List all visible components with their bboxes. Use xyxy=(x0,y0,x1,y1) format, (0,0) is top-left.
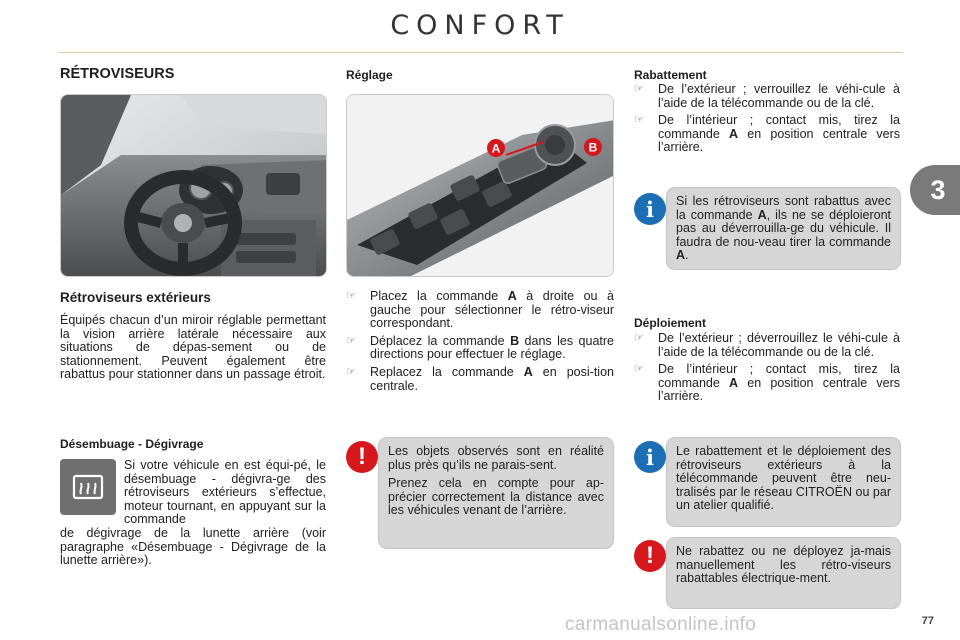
folding-info-note: Si les rétroviseurs sont rabattus avec la commande A, ils ne se déploieront pas au déverrouilla-ge du véhicule. Il faudra de nou-veau tirer la commande A. xyxy=(666,187,901,270)
section-title: RÉTROVISEURS xyxy=(60,66,175,82)
watermark: carmanualsonline.info xyxy=(565,614,757,635)
manual-fold-warning-note: Ne rabattez ou ne déployez ja-mais manuellement les rétro-viseurs rabattables électrique-ment. xyxy=(666,537,901,609)
warning-icon: ! xyxy=(346,441,378,473)
adjust-heading: Réglage xyxy=(346,68,393,82)
list-item: ☞ De l’extérieur ; verrouillez le véhi-cule à l’aide de la télécommande ou de la clé. xyxy=(634,82,900,110)
demist-text-wrap: Si votre véhicule en est équi-pé, le désembuage - dégivra-ge des rétroviseurs extérieurs s’effectue, moteur tournant, en appuyant sur la commande xyxy=(124,458,326,527)
deploy-steps xyxy=(634,332,900,408)
bullet-icon: ☞ xyxy=(346,290,356,302)
warning-icon: ! xyxy=(634,540,666,572)
demist-text-full: de dégivrage de la lunette arrière (voir paragraphe «Désembuage - Dégivrage de la lunette arrière»). xyxy=(60,526,326,568)
deploy-heading: Déploiement xyxy=(634,316,707,330)
bullet-icon: ☞ xyxy=(346,365,356,378)
bullet-icon: ☞ xyxy=(634,363,644,376)
mirror-control-photo xyxy=(346,94,614,277)
rear-defrost-icon xyxy=(60,459,116,515)
header-divider xyxy=(58,52,903,53)
folding-steps xyxy=(634,83,900,159)
exterior-mirrors-text: Équipés chacun d’un miroir réglable permettant la vision arrière latérale nécessaire aux situations de dépas-sement ou de stationnement. Peuvent également être rabattus pour stationner dans un passage étroit. xyxy=(60,313,326,382)
info-icon: i xyxy=(634,193,666,225)
list-item: ☞ Replacez la commande A en posi-tion centrale. xyxy=(346,364,614,393)
label-a: A xyxy=(491,141,501,156)
list-item: ☞ De l’extérieur ; déverrouillez le véhi-cule à l’aide de la télécommande ou de la clé. xyxy=(634,331,900,359)
label-b: B xyxy=(588,140,598,155)
bullet-icon: ☞ xyxy=(634,114,644,127)
info-icon: i xyxy=(634,441,666,473)
bullet-icon: ☞ xyxy=(634,83,644,95)
folding-heading: Rabattement xyxy=(634,68,707,82)
list-item: ☞ De l’intérieur ; contact mis, tirez la commande A en position centrale vers l’arrière. xyxy=(634,113,900,155)
page-title: CONFORT xyxy=(390,10,570,41)
car-interior-photo xyxy=(60,94,327,277)
exterior-mirrors-heading: Rétroviseurs extérieurs xyxy=(60,290,211,305)
chapter-tab[interactable]: 3 xyxy=(910,165,960,215)
adjust-steps xyxy=(346,290,614,397)
list-item: ☞ De l’intérieur ; contact mis, tirez la commande A en position centrale vers l’arrière. xyxy=(634,362,900,404)
list-item: ☞ Placez la commande A à droite ou à gauche pour sélectionner le rétro-viseur correspondant. xyxy=(346,289,614,331)
bullet-icon: ☞ xyxy=(346,334,356,347)
deploy-info-note: Le rabattement et le déploiement des rétroviseurs extérieurs à la télécommande peuvent être neu-tralisés par le réseau CITROËN ou par un atelier qualifié. xyxy=(666,437,901,527)
bullet-icon: ☞ xyxy=(634,332,644,344)
distance-warning-note: Les objets observés sont en réalité plus près qu’ils ne parais-sent. Prenez cela en compte pour ap-précier correctement la distance avec les véhicules venant de l’arrière. xyxy=(378,437,614,549)
list-item: ☞ Déplacez la commande B dans les quatre directions pour effectuer le réglage. xyxy=(346,333,614,362)
page-number: 77 xyxy=(921,615,934,627)
demist-heading: Désembuage - Dégivrage xyxy=(60,437,204,451)
